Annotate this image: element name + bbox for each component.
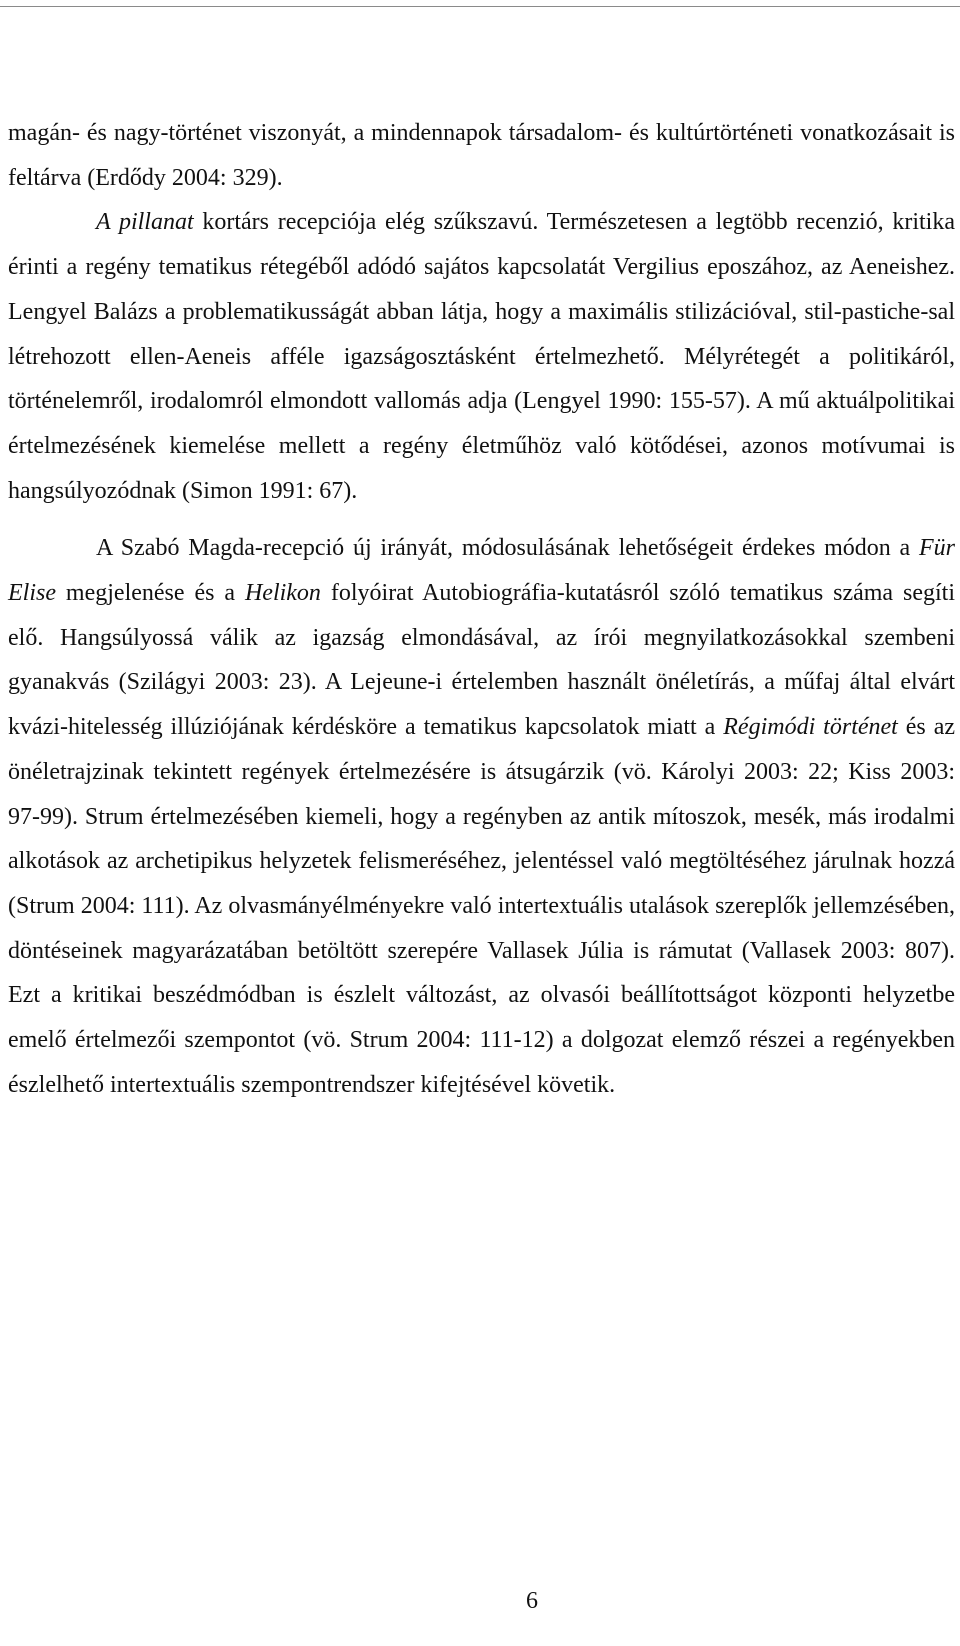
italic-title: Helikon xyxy=(244,580,321,607)
text-run: kortárs recepciója elég szűkszavú. Természetesen a legtöbb recenzió, kritika érinti a regény tematikus rétegéből adódó sajátos kapcsolatát Vergilius eposzához, az Aeneishez. Lengyel Balázs a problematikusságát abban látja, hogy a maximális stilizációval, stil-pastiche-sal létrehozott ellen-Aeneis afféle igazságosztásként értelmezhető. Mélyrétegét a politikáról, történelemről, irodalomról elmondott vallomás adja (Lengyel 1990: 155-57). A mű aktuálpolitikai értelmezésének kiemelése mellett a regény életműhöz való kötődései, azonos motívumai is hangsúlyozódnak (Simon 1991: 67). xyxy=(8,209,955,504)
paragraph-2 xyxy=(8,200,955,513)
italic-title: Régimódi történet xyxy=(723,714,898,741)
top-rule xyxy=(0,6,960,7)
body-text xyxy=(8,111,955,1107)
text-run: megjelenése és a xyxy=(56,580,245,607)
italic-title: A pillanat xyxy=(96,209,194,236)
page-number-label: 6 xyxy=(526,1588,538,1614)
text-run: A Szabó Magda-recepció új irányát, módosulásának lehetőségeit érdekes módon a xyxy=(96,535,919,562)
italic-title: Für Elise xyxy=(8,535,955,607)
paragraph-1 xyxy=(8,111,955,200)
text-run: magán- és nagy-történet viszonyát, a mindennapok társadalom- és kultúrtörténeti vonatkozásait is feltárva (Erdődy 2004: 329). xyxy=(8,120,955,191)
page-number xyxy=(0,1586,960,1616)
text-run: folyóirat Autobiográfia-kutatásról szóló tematikus száma segíti elő. Hangsúlyossá válik az igazság elmondásával, az írói megnyilatkozásokkal szembeni gyanakvás (Szilágyi 2003: 23). A Lejeune-i értelemben használt önéletírás, a műfaj által elvárt kvázi-hitelesség illúziójának kérdésköre a tematikus kapcsolatok miatt a xyxy=(8,580,955,741)
paragraph-3 xyxy=(8,526,955,1107)
text-run: és az önéletrajzinak tekintett regények értelmezésére is átsugárzik (vö. Károlyi 2003: 22; Kiss 2003: 97-99). Strum értelmezésében kiemeli, hogy a regényben az antik mítoszok, mesék, más irodalmi alkotások az archetipikus helyzetek felismeréséhez, jelentéssel való megtöltéséhez járulnak hozzá (Strum 2004: 111). Az olvasmányélményekre való intertextuális utalások szereplők jellemzésében, döntéseinek magyarázatában betöltött szerepére Vallasek Júlia is rámutat (Vallasek 2003: 807). Ezt a kritikai beszédmódban is észlelt változást, az olvasói beállítottságot központi helyzetbe emelő értelmezői szempontot (vö. Strum 2004: 111-12) a dolgozat elemző részei a regényekben észlelhető intertextuális szempontrendszer kifejtésével követik. xyxy=(8,714,956,1098)
